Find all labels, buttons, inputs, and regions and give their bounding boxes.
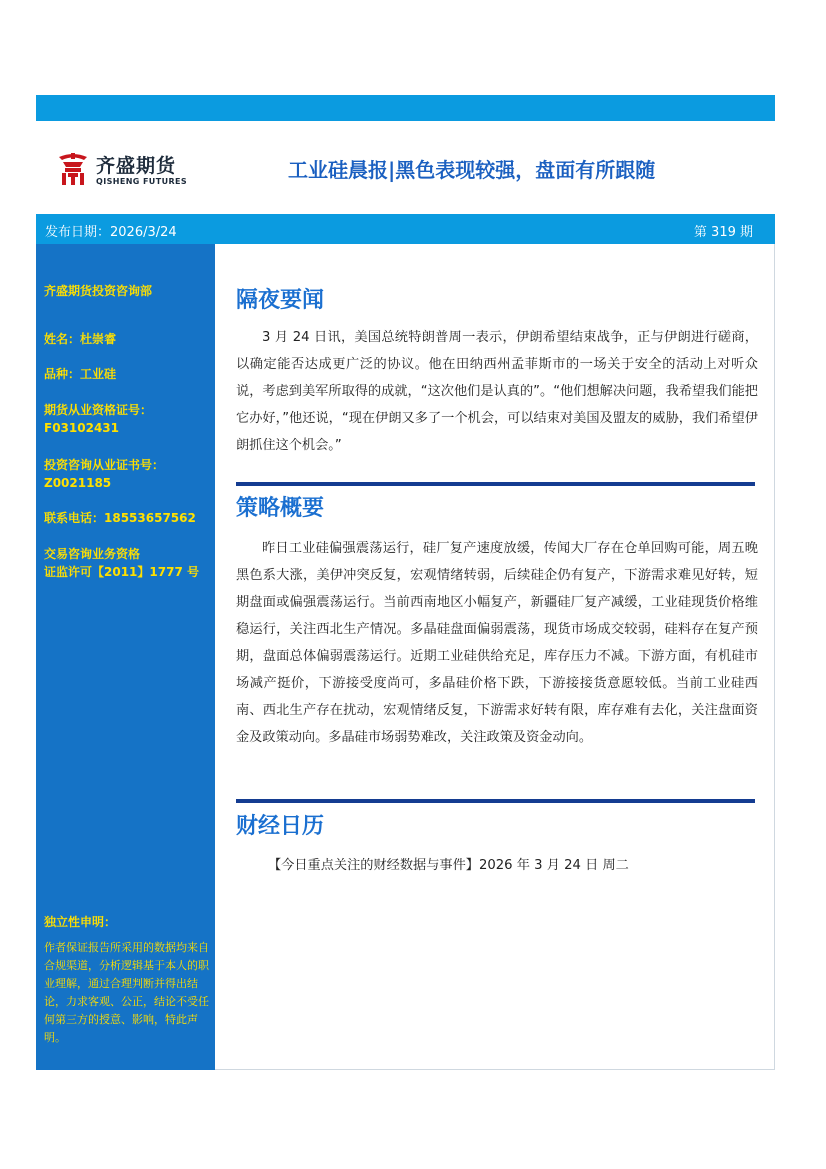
logo-chinese-name: 齐盛期货 [96, 155, 177, 177]
contact-phone: 联系电话：18553657562 [44, 511, 196, 525]
company-logo [56, 150, 206, 190]
product-variety: 品种：工业硅 [44, 367, 117, 381]
consult-cert-label: 投资咨询从业证书号： [44, 458, 165, 472]
section-divider [236, 799, 755, 803]
issue-number: 第 319 期 [693, 225, 753, 240]
author-name: 姓名：杜崇睿 [44, 332, 117, 346]
futures-cert-number: F03102431 [44, 421, 119, 435]
license-number: 证监许可【2011】1777 号 [44, 565, 199, 579]
section-title-overnight: 隔夜要闻 [236, 288, 325, 313]
calendar-headline: 【今日重点关注的财经数据与事件】2026 年 3 月 24 日 周二 [268, 858, 629, 873]
disclaimer-text: 作者保证报告所采用的数据均来自合规渠道，分析逻辑基于本人的职业理解，通过合理判断并得出结论，力求客观、公正，结论不受任何第三方的授意、影响，特此声明。 [44, 941, 209, 1044]
report-title: 工业硅晨报|黑色表现较强，盘面有所跟随 [288, 158, 656, 182]
license-label: 交易咨询业务资格 [44, 547, 141, 561]
overnight-news-text: 3 月 24 日讯，美国总统特朗普周一表示，伊朗希望结束战争，正与伊朗进行磋商，以确定能否达成更广泛的协议。他在田纳西州孟菲斯市的一场关于安全的活动上对听众说，考虑到美军所取得的成就，“这次他们是认真的”。“他们想解决问题，我希望我们能把它办好，”他还说，“现在伊朗又多了一个机会，可以结束对美国及盟友的威胁，我们希望伊朗抓住这个机会。” [236, 330, 758, 453]
strategy-summary-text: 昨日工业硅偏强震荡运行，硅厂复产速度放缓，传闻大厂存在仓单回购可能，周五晚黑色系大涨，美伊冲突反复，宏观情绪转弱，后续硅企仍有复产，下游需求难见好转，短期盘面或偏强震荡运行。当前西南地区小幅复产，新疆硅厂复产减缓，工业硅现货价格维稳运行，关注西北生产情况。多晶硅盘面偏弱震荡，现货市场成交较弱，硅料存在复产预期，盘面总体偏弱震荡运行。近期工业硅供给充足，库存压力不减。下游方面，有机硅市场减产挺价，下游接受度尚可，多晶硅价格下跌，下游接接货意愿较低。当前工业硅西南、西北生产存在扰动，宏观情绪反复，下游需求好转有限，库存难有去化，关注盘面资金及政策动向。多晶硅市场弱势难改，关注政策及资金动向。 [236, 541, 758, 745]
futures-cert-label: 期货从业资格证号： [44, 403, 153, 417]
department-name: 齐盛期货投资咨询部 [44, 284, 153, 298]
publish-date: 发布日期：2026/3/24 [45, 225, 177, 240]
date-bar [36, 214, 775, 244]
section-title-calendar: 财经日历 [236, 814, 325, 839]
author-sidebar [36, 244, 215, 1070]
top-banner [36, 95, 775, 121]
logo-english-name: QISHENG FUTURES [96, 177, 188, 186]
consult-cert-number: Z0021185 [44, 476, 112, 490]
section-divider [236, 482, 755, 486]
company-logo-icon [56, 150, 90, 186]
section-title-strategy: 策略概要 [236, 496, 325, 521]
disclaimer-title: 独立性申明： [44, 915, 117, 929]
